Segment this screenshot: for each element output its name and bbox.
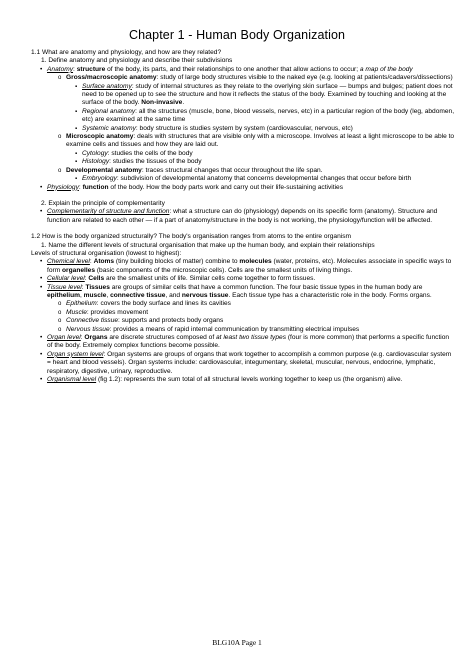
regional-anatomy: ▪ Regional anatomy: all the structures (muscle, bone, blood vessels, nerves, etc) in a particular region of the body (leg, abdomen, etc) are examined at the same time	[31, 108, 456, 125]
tissue-level: • Tissue level: Tissues are groups of similar cells that have a common function. The four basic tissue types in the human body are epithelium, muscle, connective tissue, and nervous tissue. Each tissue type has a characteristic role in the body. Forms organs.	[31, 284, 456, 301]
epithelium: o Epithelium: covers the body surface and lines its cavities	[31, 300, 456, 308]
nervous-tissue: o Nervous tissue: provides a means of rapid internal communication by transmitting electrical impulses	[31, 326, 456, 334]
muscle: o Muscle: provides movement	[31, 309, 456, 317]
surface-anatomy: ▪ Surface anatomy: study of internal structures as they relate to the overlying skin surface — bumps and bulges; patient does not need to be opened up to see the structure and how it reflects the status of the body. Examined by touching and looking at the surface of the body. Non-invasive.	[31, 83, 456, 108]
organ-system-level: • Organ system level: Organ systems are groups of organs that work together to accomplish a common purpose (e.g. cardiovascular system = heart and blood vessels). Organ systems include: cardiovascular, integumentary, skeletal, muscular, nervous, endocrine, lymphatic, respiratory, digestive, urinary, reproductive.	[31, 351, 456, 376]
developmental-anatomy: o Developmental anatomy: traces structural changes that occur throughout the life span.	[31, 167, 456, 175]
microscopic-anatomy: o Microscopic anatomy: deals with structures that are visible only with a microscope. Involves at least a light microscope to be able to examine cells and tissues and how they are laid out.	[31, 133, 456, 150]
gross-anatomy: o Gross/macroscopic anatomy: study of large body structures visible to the naked eye (e.g. looking at patients/cadavers/dissections)	[31, 74, 456, 82]
systemic-anatomy: ▪ Systemic anatomy: body structure is studies system by system (cardiovascular, nervous, etc)	[31, 125, 456, 133]
objective-1: 1. Define anatomy and physiology and describe their subdivisions	[41, 57, 233, 65]
embryology: ▪ Embryology: subdivision of developmental anatomy that concerns developmental changes that occur before birth	[31, 175, 456, 183]
cytology: ▪ Cytology: studies the cells of the body	[31, 150, 456, 158]
objective-2: 2. Explain the principle of complementarity	[41, 199, 165, 207]
anatomy-definition: • Anatomy: structure of the body, its parts, and their relationships to one another that allow actions to occur; a map of the body	[31, 66, 456, 74]
organ-level: • Organ level: Organs are discrete structures composed of at least two tissue types (four is more common) that performs a specific function of the body. Extremely complex functions become possible.	[31, 334, 456, 351]
cellular-level: • Cellular level: Cells are the smallest units of life. Similar cells come together to form tissues.	[31, 275, 456, 283]
page-title: Chapter 1 - Human Body Organization	[128, 28, 346, 42]
levels-intro: Levels of structural organisation (lowest to highest):	[31, 249, 182, 257]
organismal-level: • Organismal level (fig 1.2): represents the sum total of all structural levels working together to keep us (the organism) alive.	[31, 376, 456, 384]
section-heading-1-1: 1.1 What are anatomy and physiology, and how are they related?	[31, 49, 222, 56]
complementarity: • Complementarity of structure and function: what a structure can do (physiology) depends on its specific form (anatomy). Structure and function are related to each other — if a part of anatomy/structure in the body is not working, the physiology/function will be affected.	[31, 208, 456, 225]
document-body	[31, 49, 456, 384]
section-heading-1-2: 1.2 How is the body organized structurally? The body's organisation ranges from atoms to the entire organism	[31, 233, 352, 241]
page-footer: BLG10A Page 1	[212, 638, 262, 647]
chemical-level: • Chemical level: Atoms (tiny building blocks of matter) combine to molecules (water, proteins, etc). Molecules associate in specific ways to form organelles (basic components of the microscopic cells). Cells are the smallest units of living things.	[31, 258, 456, 275]
physiology-definition: • Physiology: function of the body. How the body parts work and carry out their life-sustaining activities	[31, 184, 456, 192]
connective-tissue: o Connective tissue: supports and protects body organs	[31, 317, 456, 325]
objective-3: 1. Name the different levels of structural organisation that make up the human body, and explain their relationships	[41, 241, 375, 249]
histology: ▪ Histology: studies the tissues of the body	[31, 158, 456, 166]
